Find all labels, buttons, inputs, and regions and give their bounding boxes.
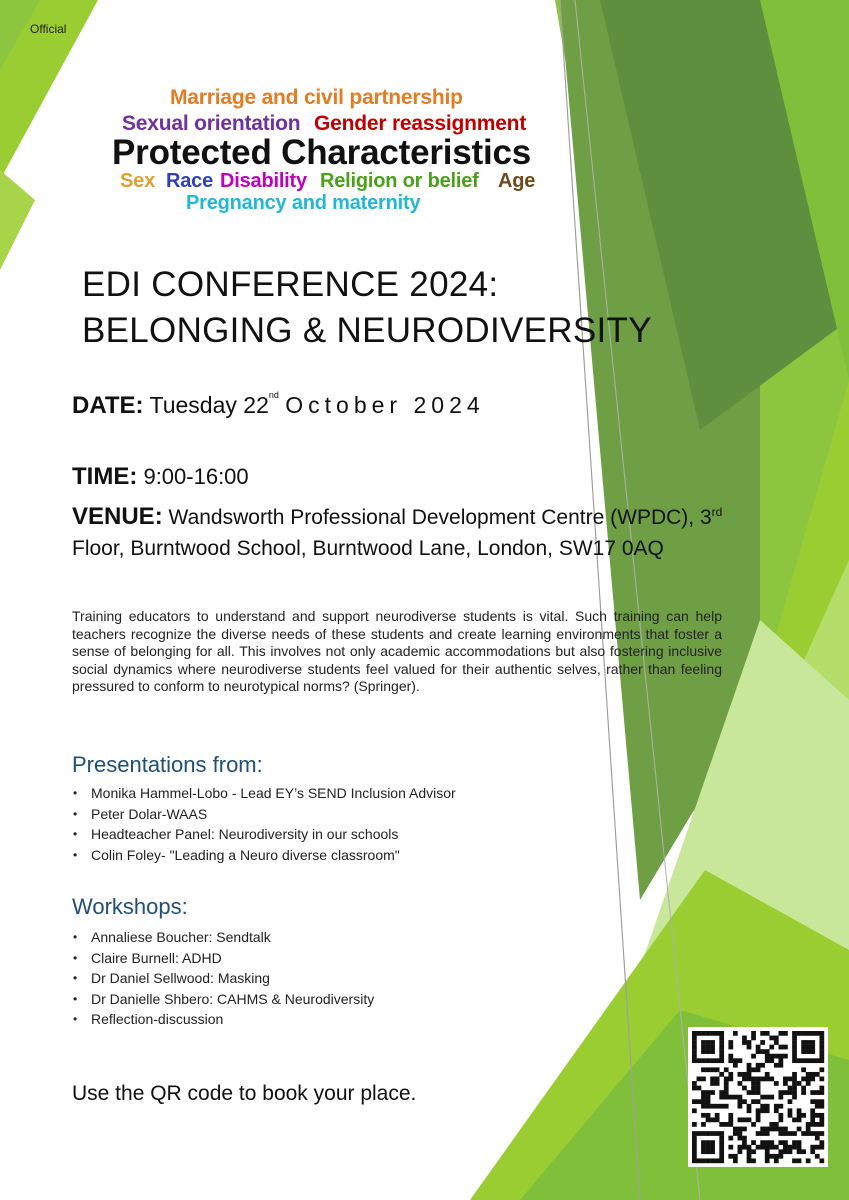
booking-text: Use the QR code to book your place — [72, 1082, 411, 1105]
word-age: Age — [498, 170, 536, 192]
classification-label: Official — [30, 22, 67, 36]
venue-floor-suffix: rd — [711, 505, 723, 519]
word-race: Race — [166, 170, 214, 192]
venue-label: VENUE: — [72, 503, 163, 530]
workshop-item: • Dr Danielle Shbero: CAHMS & Neurodiversity — [73, 989, 374, 1010]
presentation-item: • Peter Dolar-WAAS — [73, 804, 456, 825]
workshop-item: • Reflection-discussion — [73, 1009, 374, 1030]
venue-address-part-2: Floor, Burntwood School, Burntwood Lane, London, SW17 0AQ — [72, 537, 664, 560]
word-pregnancy-and-maternity: Pregnancy and maternity — [186, 192, 421, 214]
booking-end: . — [410, 1082, 417, 1105]
title-line-1: EDI CONFERENCE 2024: — [82, 265, 499, 304]
word-protected-characteristics: Protected Characteristics — [112, 133, 532, 172]
word-gender-reassignment: Gender reassignment — [314, 112, 527, 135]
time-label: TIME: — [72, 463, 138, 490]
workshop-item: • Claire Burnell: ADHD — [73, 948, 374, 969]
booking-qr-code[interactable] — [688, 1027, 828, 1167]
workshops-heading: Workshops: — [72, 894, 188, 919]
venue-address-part-1: Wandsworth Professional Development Centre (WPDC), 3 — [168, 506, 712, 529]
title-line-2: BELONGING & NEURODIVERSITY — [82, 311, 652, 350]
word-religion-or-belief: Religion or belief — [320, 170, 479, 192]
event-venue — [72, 497, 732, 564]
time-value: 9:00-16:00 — [143, 464, 249, 489]
word-disability: Disability — [220, 170, 307, 192]
word-sex: Sex — [120, 170, 155, 192]
conference-title — [82, 262, 652, 354]
presentation-item: • Monika Hammel-Lobo - Lead EY’s SEND Inclusion Advisor — [73, 783, 456, 804]
workshop-item: • Dr Daniel Sellwood: Masking — [73, 968, 374, 989]
date-month-year: October 2024 — [285, 392, 485, 418]
event-date — [72, 392, 485, 420]
presentation-item: • Colin Foley- "Leading a Neuro diverse classroom" — [73, 845, 456, 866]
presentation-item: • Headteacher Panel: Neurodiversity in our schools — [73, 824, 456, 845]
workshops-list — [73, 927, 374, 1030]
date-label: DATE: — [72, 392, 144, 419]
intro-paragraph: Training educators to understand and support neurodiverse students is vital. Such training can help teachers recognize the diverse needs of these students and create learning environments that foster a sense of belonging for all. This involves not only academic accommodations but also fostering inclusive social dynamics where neurodiverse students feel valued for their authentic selves, rather than feeling pressured to conform to neurotypical norms? (Springer). — [72, 608, 722, 694]
booking-instruction — [72, 1082, 416, 1106]
date-weekday: Tuesday 22 — [149, 392, 269, 418]
date-suffix: nd — [268, 390, 279, 400]
word-marriage: Marriage and civil partnership — [170, 86, 463, 109]
word-sexual-orientation: Sexual orientation — [122, 112, 301, 135]
event-time — [72, 463, 249, 491]
presentations-list — [73, 783, 456, 865]
presentations-heading: Presentations from: — [72, 752, 263, 777]
protected-characteristics-word-cloud — [100, 82, 560, 222]
workshop-item: • Annaliese Boucher: Sendtalk — [73, 927, 374, 948]
